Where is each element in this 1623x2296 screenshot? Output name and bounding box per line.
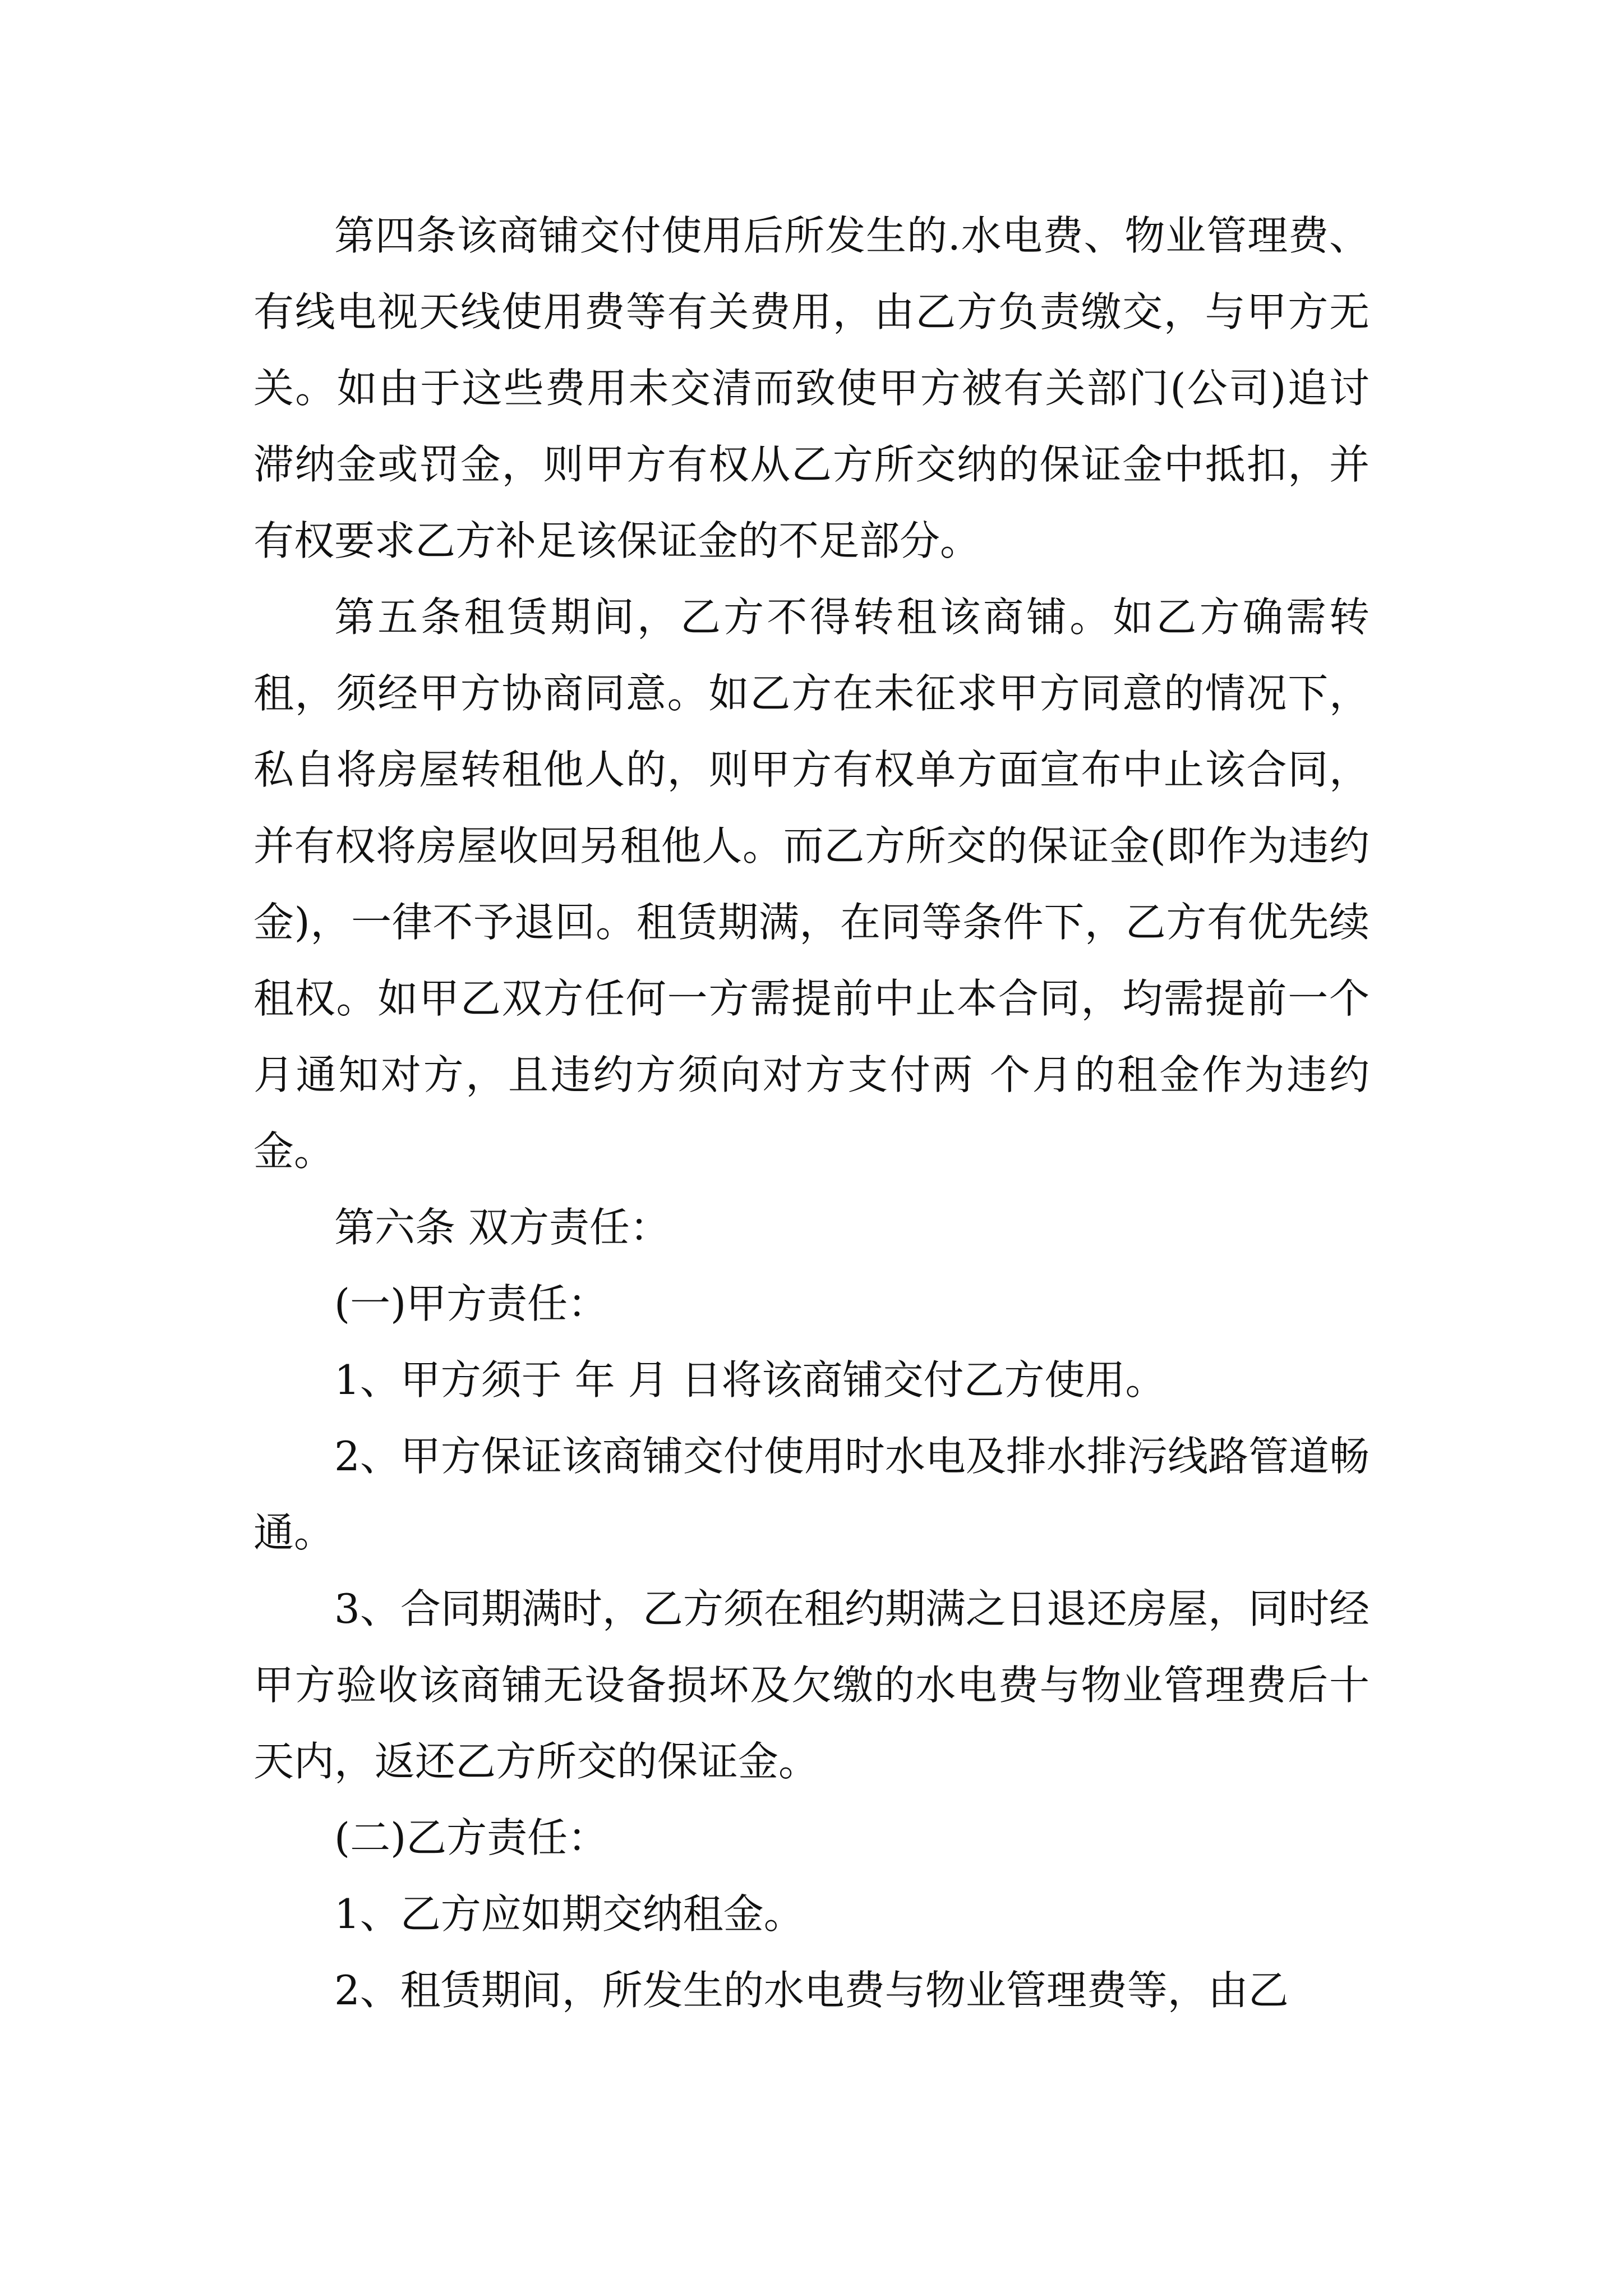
paragraph-party-a-item-1: 1、甲方须于 年 月 日将该商铺交付乙方使用。	[334, 1356, 1166, 1404]
paragraph-party-b-heading: (二)乙方责任：	[334, 1814, 608, 1861]
paragraph-party-a-item-3: 3、合同期满时，乙方须在租约期满之日退还房屋，同时经甲方验收该商铺无设备损坏及欠缴的水电费与物业管理费后十天内，返还乙方所交的保证金。	[253, 1585, 1370, 1785]
paragraph-article-5: 第五条租赁期间，乙方不得转租该商铺。如乙方确需转租，须经甲方协商同意。如乙方在未征求甲方同意的情况下，私自将房屋转租他人的，则甲方有权单方面宣布中止该合同，并有权将房屋收回另租他人。而乙方所交的保证金(即作为违约金)，一律不予退回。租赁期满，在同等条件下，乙方有优先续租权。如甲乙双方任何一方需提前中止本合同，均需提前一个月通知对方，且违约方须向对方支付两 个月的租金作为违约金。	[253, 593, 1370, 1175]
paragraph-party-a-heading: (一)甲方责任：	[334, 1280, 608, 1327]
paragraph-article-6-heading: 第六条 双方责任：	[334, 1204, 670, 1251]
paragraph-party-b-item-1: 1、乙方应如期交纳租金。	[334, 1890, 804, 1938]
paragraph-party-b-item-2: 2、租赁期间，所发生的水电费与物业管理费等，由乙	[334, 1967, 1289, 2014]
paragraph-article-4: 第四条该商铺交付使用后所发生的.水电费、物业管理费、有线电视天线使用费等有关费用，由乙方负责缴交，与甲方无关。如由于这些费用未交清而致使甲方被有关部门(公司)追讨滞纳金或罚金，则甲方有权从乙方所交纳的保证金中抵扣，并有权要求乙方补足该保证金的不足部分。	[253, 212, 1370, 564]
document-body	[253, 197, 1370, 2028]
paragraph-party-a-item-2: 2、甲方保证该商铺交付使用时水电及排水排污线路管道畅通。	[253, 1433, 1370, 1556]
